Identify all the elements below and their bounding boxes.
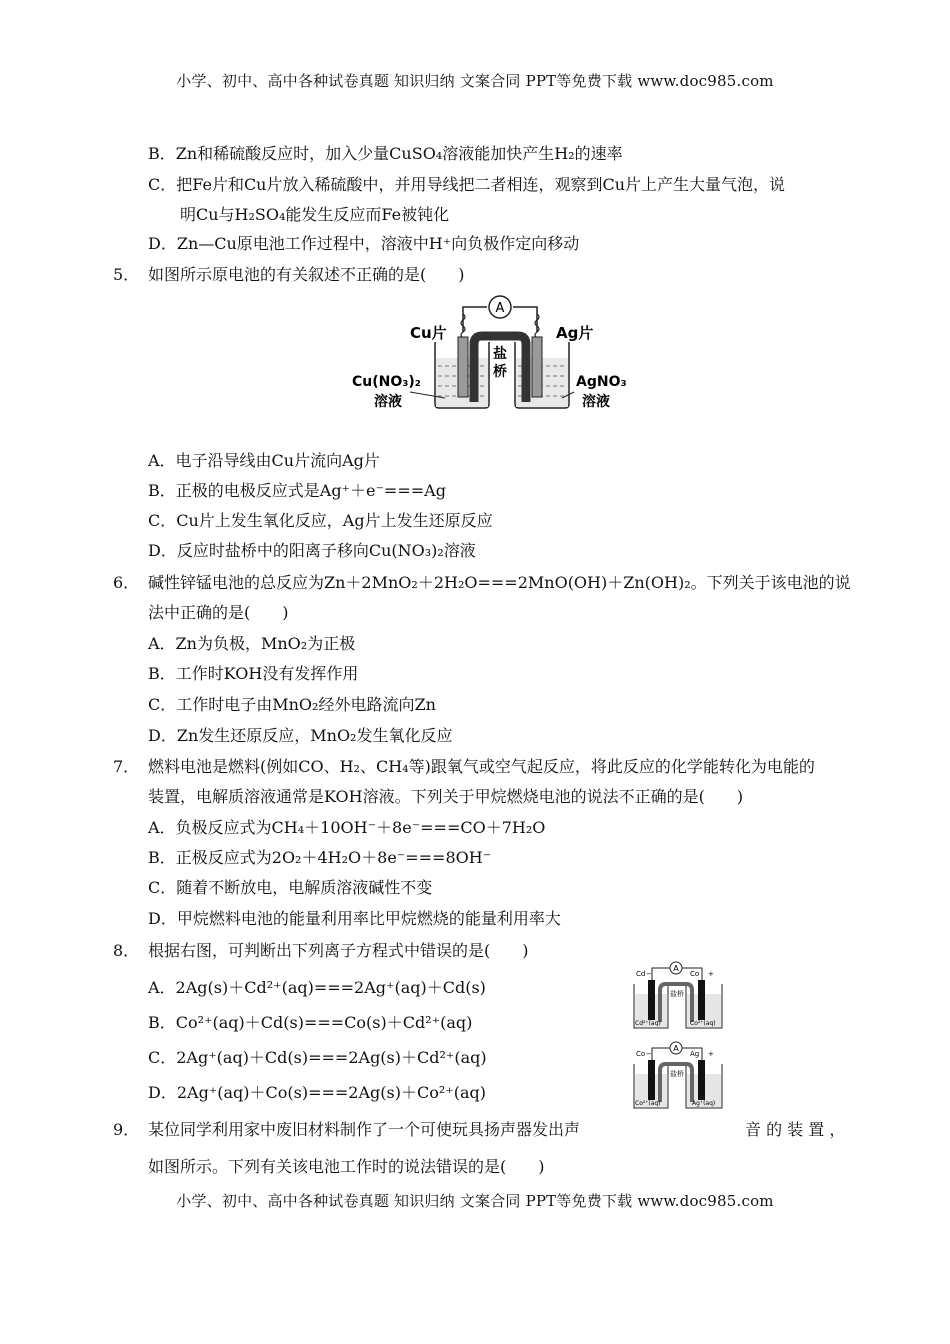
left-solution-label: Cu(NO₃)₂ [352, 374, 421, 390]
q5-option-c: C．Cu片上发生氧化反应，Ag片上发生还原反应 [148, 511, 493, 530]
right-electrode-label: Ag [690, 1050, 700, 1058]
q8-option-a: A．2Ag(s)＋Cd²⁺(aq)===2Ag⁺(aq)＋Cd(s) [148, 978, 486, 997]
q4-option-c-line2: 明Cu与H₂SO₄能发生反应而Fe被钝化 [180, 205, 450, 224]
q7-stem-line2: 装置，电解质溶液通常是KOH溶液。下列关于甲烷燃烧电池的说法不正确的是( ) [148, 787, 744, 806]
q8-option-d: D．2Ag⁺(aq)＋Co(s)===2Ag(s)＋Co²⁺(aq) [148, 1083, 486, 1102]
ammeter-label: A [673, 964, 679, 973]
minus-sign: − [646, 970, 652, 978]
salt-bridge-label-2: 桥 [493, 364, 507, 380]
right-electrode [698, 1060, 705, 1100]
q8-cell-figure-top [630, 960, 730, 1032]
left-solution-label-2: 溶液 [374, 394, 402, 410]
right-electrode-label: Ag片 [556, 324, 594, 342]
right-solution-label: Co²⁺(aq) [690, 1020, 716, 1027]
q7-option-c: C．随着不断放电，电解质溶液碱性不变 [148, 878, 433, 897]
q8-stem: 根据右图，可判断出下列离子方程式中错误的是( ) [148, 941, 529, 960]
cu-electrode [458, 337, 468, 397]
q7-stem-line1: 燃料电池是燃料(例如CO、H₂、CH₄等)跟氧气或空气起反应，将此反应的化学能转化为电能的 [148, 757, 815, 776]
q8-option-b: B．Co²⁺(aq)＋Cd(s)===Co(s)＋Cd²⁺(aq) [148, 1013, 473, 1032]
right-solution-label: AgNO₃ [576, 374, 627, 390]
q8-cell-figure-bottom [630, 1040, 730, 1112]
q9-stem-line1-part1: 某位同学利用家中废旧材料制作了一个可使玩具扬声器发出声 [148, 1120, 581, 1139]
q7-option-b: B．正极反应式为2O₂＋4H₂O＋8e⁻===8OH⁻ [148, 848, 492, 867]
q7-option-d: D．甲烷燃料电池的能量利用率比甲烷燃烧的能量利用率大 [148, 909, 561, 928]
right-electrode-label: Co [690, 970, 700, 978]
q8-number: 8． [113, 941, 140, 960]
left-solution-label: Cd²⁺(aq) [635, 1020, 661, 1027]
q7-number: 7． [113, 757, 140, 776]
q8-option-c: C．2Ag⁺(aq)＋Cd(s)===2Ag(s)＋Cd²⁺(aq) [148, 1048, 487, 1067]
ammeter-label: A [673, 1044, 679, 1053]
left-electrode [648, 980, 655, 1020]
salt-bridge-label-1: 盐 [493, 346, 507, 362]
page-header: 小学、初中、高中各种试卷真题 知识归纳 文案合同 PPT等免费下载 www.doc985.com [176, 72, 774, 90]
minus-sign: − [646, 1050, 652, 1058]
q6-option-b: B．工作时KOH没有发挥作用 [148, 664, 359, 683]
q9-stem-line2: 如图所示。下列有关该电池工作时的说法错误的是( ) [148, 1157, 545, 1176]
q5-option-a: A．电子沿导线由Cu片流向Ag片 [148, 451, 380, 470]
q6-stem-line1: 碱性锌锰电池的总反应为Zn＋2MnO₂＋2H₂O===2MnO(OH)＋Zn(OH)₂。下列关于该电池的说 [148, 573, 851, 592]
q5-galvanic-cell-figure [350, 292, 640, 420]
q5-stem: 如图所示原电池的有关叙述不正确的是( ) [148, 265, 465, 284]
q6-option-c: C．工作时电子由MnO₂经外电路流向Zn [148, 695, 436, 714]
q7-option-a: A．负极反应式为CH₄＋10OH⁻＋8e⁻===CO＋7H₂O [148, 818, 546, 837]
ammeter-label: A [495, 301, 505, 316]
left-electrode-label: Co [636, 1050, 646, 1058]
q5-option-d: D．反应时盐桥中的阳离子移向Cu(NO₃)₂溶液 [148, 541, 476, 560]
plus-sign: + [708, 1050, 714, 1058]
left-electrode [648, 1060, 655, 1100]
q4-option-d: D．Zn—Cu原电池工作过程中，溶液中H⁺向负极作定向移动 [148, 234, 580, 253]
q4-option-c-line1: C．把Fe片和Cu片放入稀硫酸中，并用导线把二者相连，观察到Cu片上产生大量气泡，说 [148, 175, 786, 194]
q4-option-b: B．Zn和稀硫酸反应时，加入少量CuSO₄溶液能加快产生H₂的速率 [148, 144, 623, 163]
q6-stem-line2: 法中正确的是( ) [148, 603, 289, 622]
left-solution-label: Co²⁺(aq) [635, 1100, 661, 1107]
page-footer: 小学、初中、高中各种试卷真题 知识归纳 文案合同 PPT等免费下载 www.doc985.com [176, 1192, 774, 1210]
plus-sign: + [708, 970, 714, 978]
left-electrode-label: Cu片 [410, 324, 447, 342]
q6-option-d: D．Zn发生还原反应，MnO₂发生氧化反应 [148, 726, 453, 745]
ag-electrode [532, 337, 542, 397]
q5-option-b: B．正极的电极反应式是Ag⁺＋e⁻===Ag [148, 481, 446, 500]
q6-option-a: A．Zn为负极，MnO₂为正极 [148, 634, 356, 653]
right-electrode [698, 980, 705, 1020]
right-solution-label-2: 溶液 [582, 394, 610, 410]
salt-bridge-label: 盐桥 [670, 1070, 684, 1078]
q6-number: 6． [113, 573, 140, 592]
right-solution-label: Ag⁺(aq) [692, 1100, 716, 1107]
q9-stem-line1-part2: 音 的 装 置 ， [745, 1120, 846, 1139]
salt-bridge-label: 盐桥 [670, 990, 684, 998]
q5-number: 5． [113, 265, 140, 284]
q9-number: 9． [113, 1120, 140, 1139]
left-electrode-label: Cd [636, 970, 646, 978]
